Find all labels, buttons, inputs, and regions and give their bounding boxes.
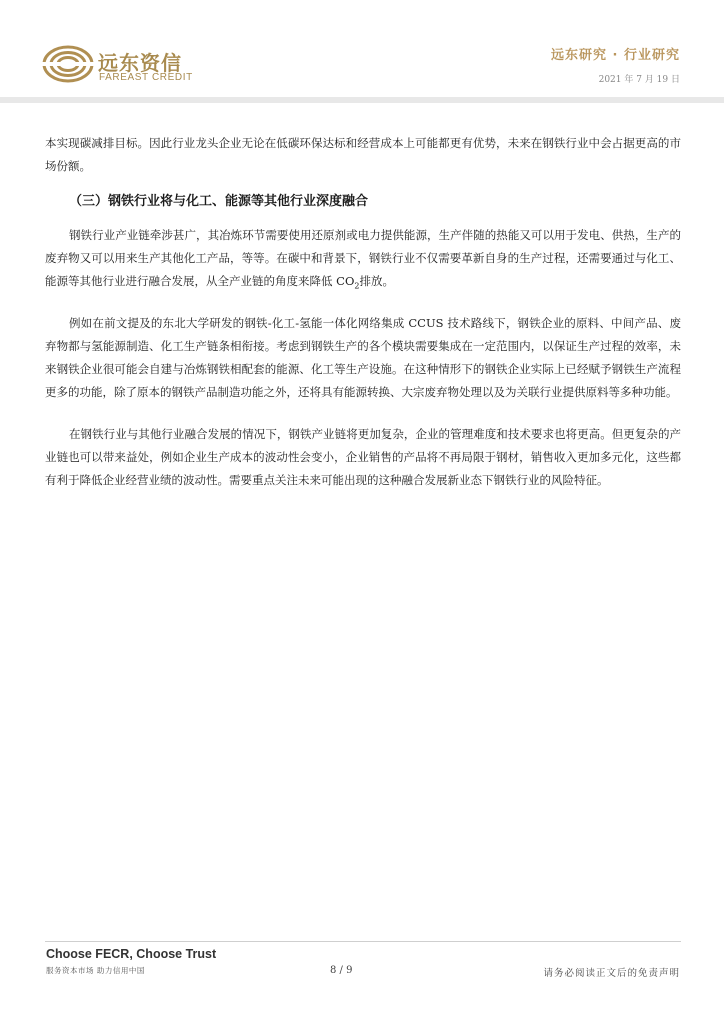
section-heading: （三）钢铁行业将与化工、能源等其他行业深度融合 bbox=[69, 194, 369, 209]
brand-name-cn: 远东资信 bbox=[98, 51, 182, 75]
footer-slogan: Choose FECR, Choose Trust bbox=[46, 947, 217, 961]
paragraph-continued: 本实现碳减排目标。因此行业龙头企业无论在低碳环保达标和经营成本上可能都更有优势，未来在钢铁行业中会占据更高的市场份额。 bbox=[45, 136, 681, 173]
disclaimer-note: 请务必阅读正文后的免责声明 bbox=[543, 968, 680, 979]
footer-tagline: 服务资本市场 助力信用中国 bbox=[46, 966, 145, 975]
paragraph-risk: 在钢铁行业与其他行业融合发展的情况下，钢铁产业链将更加复杂，企业的管理难度和技术要求也将更高。但更复杂的产业链也可以带来益处，例如企业生产成本的波动性会变小，企业销售的产品将不再局限于钢材，销售收入更加多元化，这些都有利于降低企业经营业绩的波动性。需要重点关注未来可能出现的这种融合发展新业态下钢铁行业的风险特征。 bbox=[45, 427, 681, 487]
paragraph-text: 钢铁行业产业链牵涉甚广，其冶炼环节需要使用还原剂或电力提供能源，生产伴随的热能又可以用于发电、供热，生产的废弃物又可以用来生产其他化工产品，等等。在碳中和背景下，钢铁行业不仅需要革新自身的生产过程，还需要通过与化工、能源等其他行业进行融合发展，从全产业链的角度来降低 CO bbox=[45, 228, 681, 288]
page-body bbox=[45, 132, 681, 511]
paragraph-ccus-example: 例如在前文提及的东北大学研发的钢铁-化工-氢能一体化网络集成 CCUS 技术路线下，钢铁企业的原料、中间产品、废弃物都与氢能源制造、化工生产链条相衔接。考虑到钢铁生产的各个模块需要集成在一定范围内，以保证生产过程的效率，未来钢铁企业很可能会自建与冶炼钢铁相配套的能源、化工等生产设施。在这种情形下的钢铁企业实际上已经赋予钢铁生产流程更多的功能，除了原本的钢铁产品制造功能之外，还将具有能源转换、大宗废弃物处理以及为关联行业提供原料等多种功能。 bbox=[45, 316, 681, 399]
report-date: 2021 年 7 月 19 日 bbox=[598, 75, 680, 85]
page-header bbox=[0, 0, 724, 104]
page-number: 8 / 9 bbox=[330, 965, 353, 976]
co2-subscript: 2 bbox=[354, 281, 360, 291]
footer-divider bbox=[45, 941, 681, 942]
header-divider bbox=[0, 97, 724, 103]
brand-name-en: FAREAST CREDIT bbox=[99, 72, 193, 83]
fareast-logo-icon bbox=[42, 44, 94, 84]
paragraph-text-tail: 排放。 bbox=[359, 274, 394, 288]
report-series: 远东研究 · 行业研究 bbox=[551, 48, 680, 63]
paragraph-industry-chain bbox=[45, 224, 681, 293]
